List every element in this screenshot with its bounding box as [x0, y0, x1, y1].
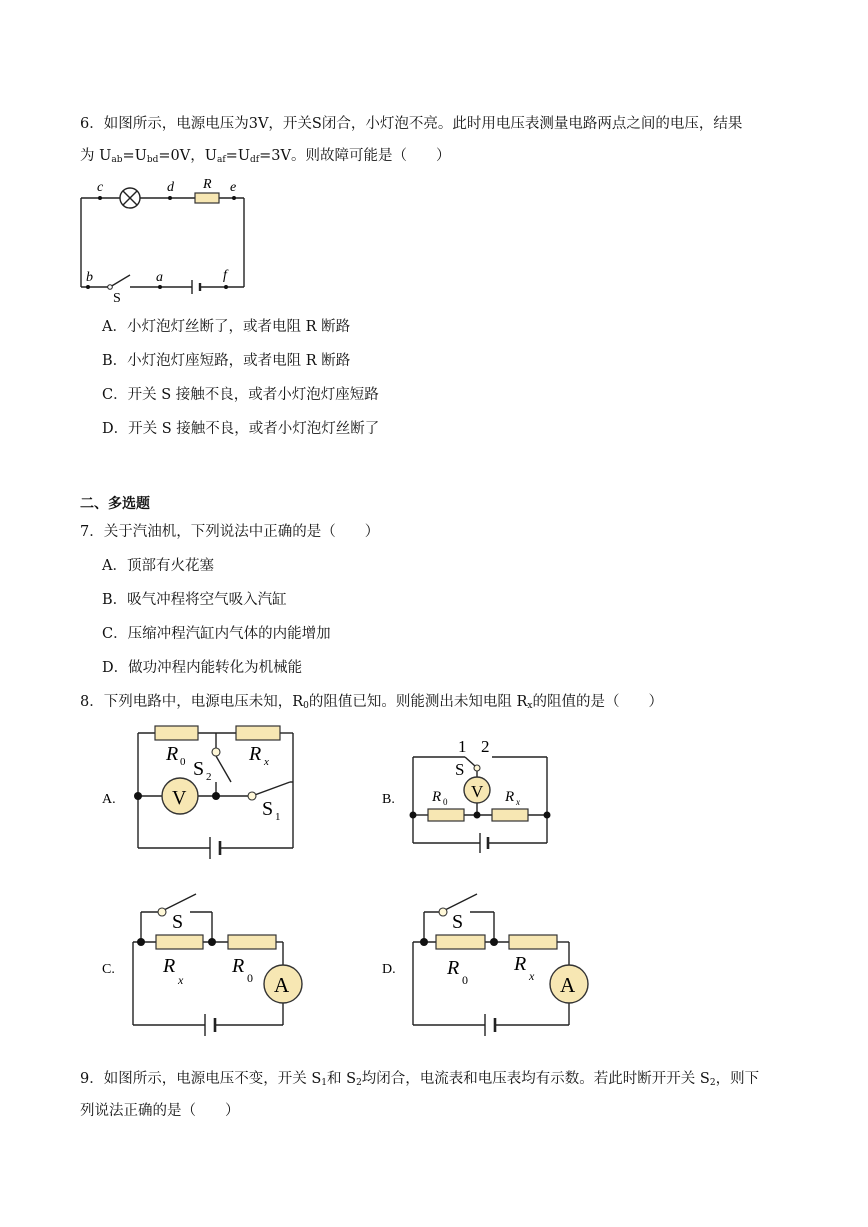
q8c-label-Rx-sub: x	[178, 973, 184, 987]
q8-option-c-label[interactable]: C.	[102, 962, 115, 977]
q8c-label-R0-sub: 0	[247, 971, 253, 985]
q6-label-f: f	[223, 268, 227, 283]
q8b-voltmeter-label: V	[471, 782, 484, 801]
q6-label-R: R	[203, 177, 212, 192]
q8c-ammeter-label: A	[274, 973, 290, 997]
q7-option-a[interactable]: A．顶部有火花塞	[102, 558, 214, 574]
q8a-label-S1-sub: 1	[275, 811, 281, 823]
q8-stem: 8．下列电路中，电源电压未知，$R_0$的阻值已知。则能测出未知电阻 $R_x$的阻值的是（ ）	[80, 694, 663, 711]
q6-option-c[interactable]: C．开关 S 接触不良，或者小灯泡灯座短路	[102, 387, 379, 403]
q9-stem-line1: 9．如图所示，电源电压不变，开关 $S_1$和 $S_2$均闭合，电流表和电压表均有示数。若此时断开开关 $S_2$，则下	[80, 1071, 760, 1088]
q8-option-d-label[interactable]: D.	[382, 962, 396, 977]
q8-option-b-label[interactable]: B.	[382, 792, 395, 807]
q8d-label-S: S	[452, 911, 464, 933]
q6-label-c: c	[97, 180, 104, 195]
q8a-label-S2-sub: 2	[206, 771, 212, 783]
q6-label-S: S	[113, 291, 121, 306]
q7-option-d[interactable]: D．做功冲程内能转化为机械能	[102, 660, 303, 676]
q8-figure-b[interactable]	[410, 737, 551, 853]
q8b-label-R0-sub: 0	[443, 797, 448, 807]
q6-label-e: e	[230, 180, 237, 195]
q8-figure-a[interactable]	[134, 726, 293, 859]
q6-label-b: b	[86, 270, 93, 285]
q8c-label-Rx: R	[163, 955, 176, 977]
q8d-ammeter-label: A	[560, 973, 576, 997]
q8-option-a-label[interactable]: A.	[102, 792, 116, 807]
q7-stem: 7．关于汽油机，下列说法中正确的是（ ）	[80, 524, 380, 540]
q7-option-c[interactable]: C．压缩冲程汽缸内气体的内能增加	[102, 626, 331, 642]
q9-stem-line2: 列说法正确的是（ ）	[80, 1103, 240, 1119]
q6-stem-line1: 6．如图所示，电源电压为3V，开关S闭合，小灯泡不亮。此时用电压表测量电路两点之间的电压，结果	[80, 116, 743, 132]
q8a-voltmeter-label: V	[172, 787, 187, 809]
q6-stem-line2: 为 $U_{ab}=U_{bd}=0V$，$U_{af}=U_{df}=3V$。则故障可能是（ ）	[80, 148, 451, 165]
q8a-label-S1: S	[262, 798, 274, 820]
q8b-label-1: 1	[458, 737, 467, 756]
q8d-label-Rx: R	[514, 953, 527, 975]
q6-option-a[interactable]: A．小灯泡灯丝断了，或者电阻 R 断路	[102, 319, 351, 335]
q8b-label-S: S	[455, 760, 465, 779]
section-heading-multiple-choice: 二、多选题	[80, 496, 150, 512]
q8b-label-R0: R	[432, 789, 442, 805]
q8b-label-Rx-sub: x	[516, 797, 520, 807]
q8d-label-R0-sub: 0	[462, 973, 468, 987]
q8d-label-R0: R	[447, 957, 460, 979]
q8b-label-2: 2	[481, 737, 490, 756]
q8a-label-R0-sub: 0	[180, 756, 186, 768]
q8-figure-d[interactable]	[413, 894, 588, 1036]
q6-label-a: a	[156, 270, 163, 285]
q8a-label-Rx: R	[249, 743, 262, 765]
q8a-label-Rx-sub: x	[264, 756, 269, 768]
q8b-label-Rx: R	[505, 789, 515, 805]
q6-label-d: d	[167, 180, 174, 195]
q7-option-b[interactable]: B．吸气冲程将空气吸入汽缸	[102, 592, 287, 608]
q8c-label-R0: R	[232, 955, 245, 977]
q6-option-b[interactable]: B．小灯泡灯座短路，或者电阻 R 断路	[102, 353, 351, 369]
q8d-label-Rx-sub: x	[529, 969, 535, 983]
q8c-label-S: S	[172, 911, 184, 933]
q6-option-d[interactable]: D．开关 S 接触不良，或者小灯泡灯丝断了	[102, 421, 380, 437]
q8a-label-R0: R	[166, 743, 179, 765]
q8a-label-S2: S	[193, 758, 205, 780]
q8-figure-c[interactable]	[133, 894, 302, 1036]
